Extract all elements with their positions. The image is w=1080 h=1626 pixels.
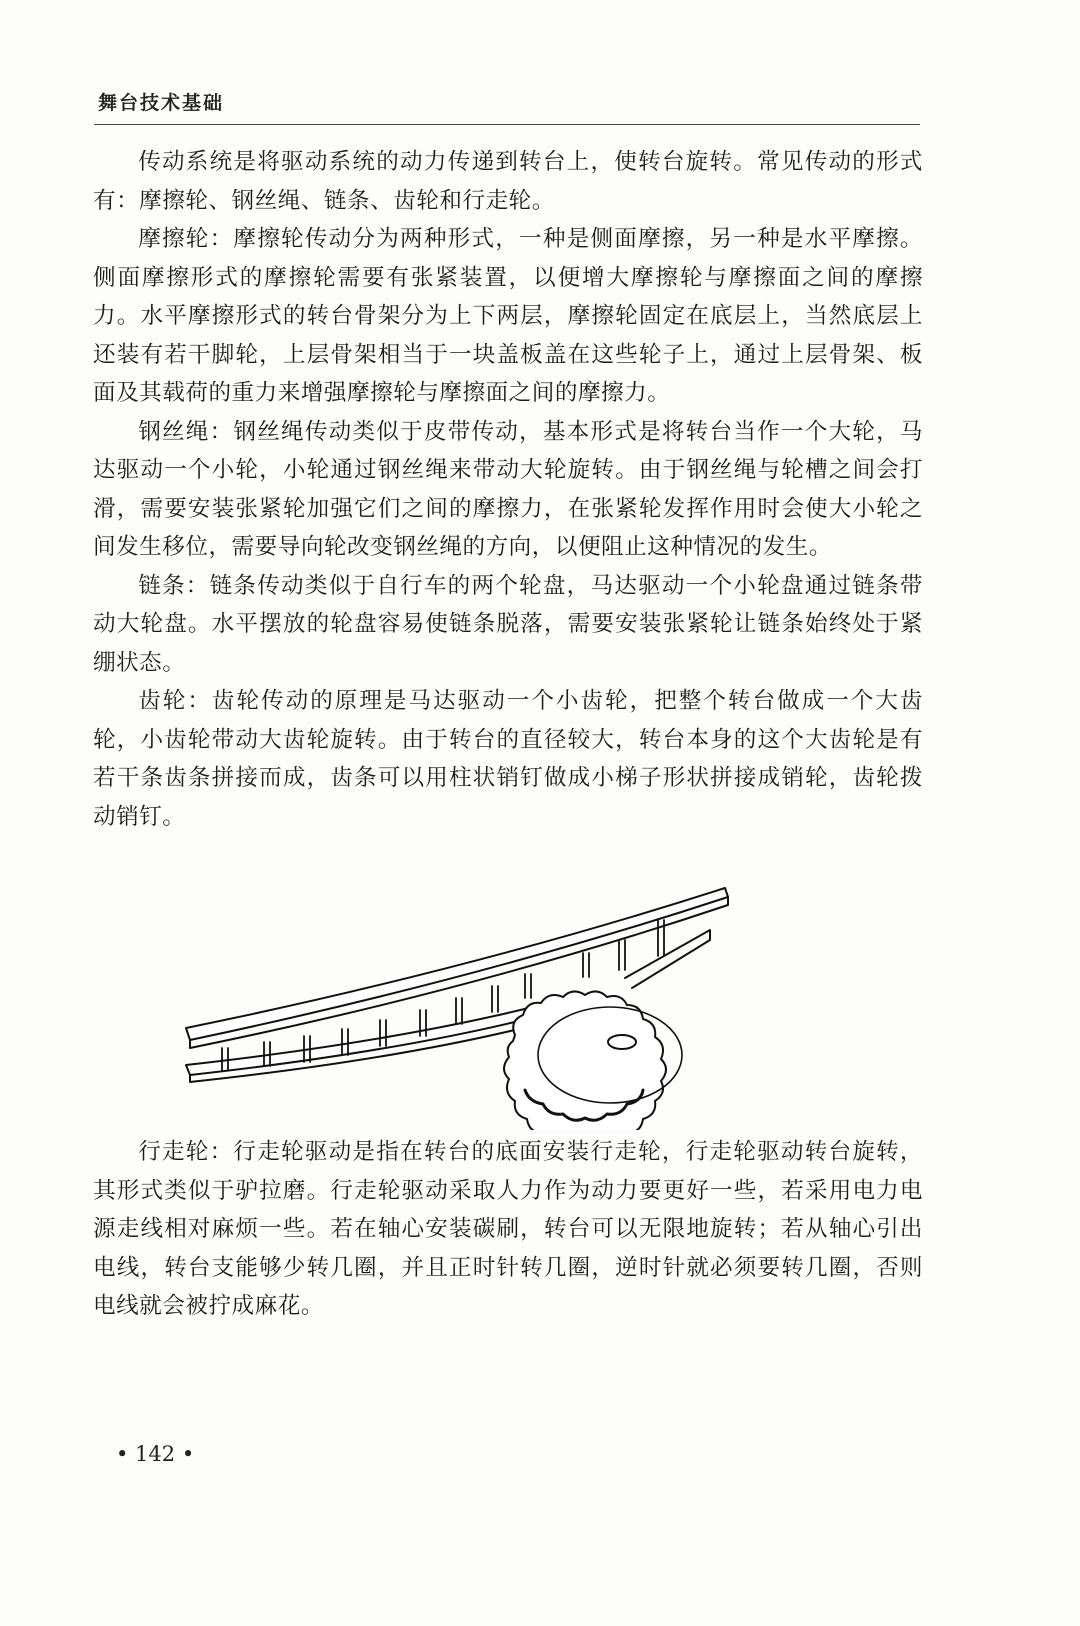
gear-pin-rack-illustration	[170, 850, 910, 1130]
gear-pin-rack-figure	[170, 850, 910, 1130]
paragraph-gear: 齿轮：齿轮传动的原理是马达驱动一个小齿轮，把整个转台做成一个大齿轮，小齿轮带动大齿轮旋转。由于转台的直径较大，转台本身的这个大齿轮是有若干条齿条拼接而成，齿条可以用柱状销钉做成小梯子形状拼接成销轮，齿轮拨动销钉。	[93, 688, 923, 830]
paragraph-chain: 链条：链条传动类似于自行车的两个轮盘，马达驱动一个小轮盘通过链条带动大轮盘。水平摆放的轮盘容易使链条脱落，需要安装张紧轮让链条始终处于紧绷状态。	[93, 572, 923, 676]
running-head-title: 舞台技术基础	[98, 92, 225, 114]
paragraph-transmission-intro: 传动系统是将驱动系统的动力传递到转台上，使转台旋转。常见传动的形式有：摩擦轮、钢丝绳、链条、齿轮和行走轮。	[93, 149, 923, 214]
page-number: • 142 •	[116, 1442, 195, 1466]
paragraph-running-wheel: 行走轮：行走轮驱动是指在转台的底面安装行走轮，行走轮驱动转台旋转，其形式类似于驴拉磨。行走轮驱动采取人力作为动力要更好一些，若采用电力电源走线相对麻烦一些。若在轴心安装碳刷，转台可以无限地旋转；若从轴心引出电线，转台支能够少转几圈，并且正时针转几圈，逆时针就必须要转几圈，否则电线就会被拧成麻花。	[93, 1139, 923, 1319]
paragraph-friction-wheel: 摩擦轮：摩擦轮传动分为两种形式，一种是侧面摩擦，另一种是水平摩擦。侧面摩擦形式的摩擦轮需要有张紧装置，以便增大摩擦轮与摩擦面之间的摩擦力。水平摩擦形式的转台骨架分为上下两层，摩擦轮固定在底层上，当然底层上还装有若干脚轮，上层骨架相当于一块盖板盖在这些轮子上，通过上层骨架、板面及其载荷的重力来增强摩擦轮与摩擦面之间的摩擦力。	[93, 226, 923, 406]
paragraph-wire-rope: 钢丝绳：钢丝绳传动类似于皮带传动，基本形式是将转台当作一个大轮，马达驱动一个小轮，小轮通过钢丝绳来带动大轮旋转。由于钢丝绳与轮槽之间会打滑，需要安装张紧轮加强它们之间的摩擦力，在张紧轮发挥作用时会使大小轮之间发生移位，需要导向轮改变钢丝绳的方向，以便阻止这种情况的发生。	[93, 418, 923, 560]
body-text-bottom	[93, 1133, 923, 1326]
body-text-top	[93, 143, 923, 836]
header-rule	[94, 124, 920, 125]
